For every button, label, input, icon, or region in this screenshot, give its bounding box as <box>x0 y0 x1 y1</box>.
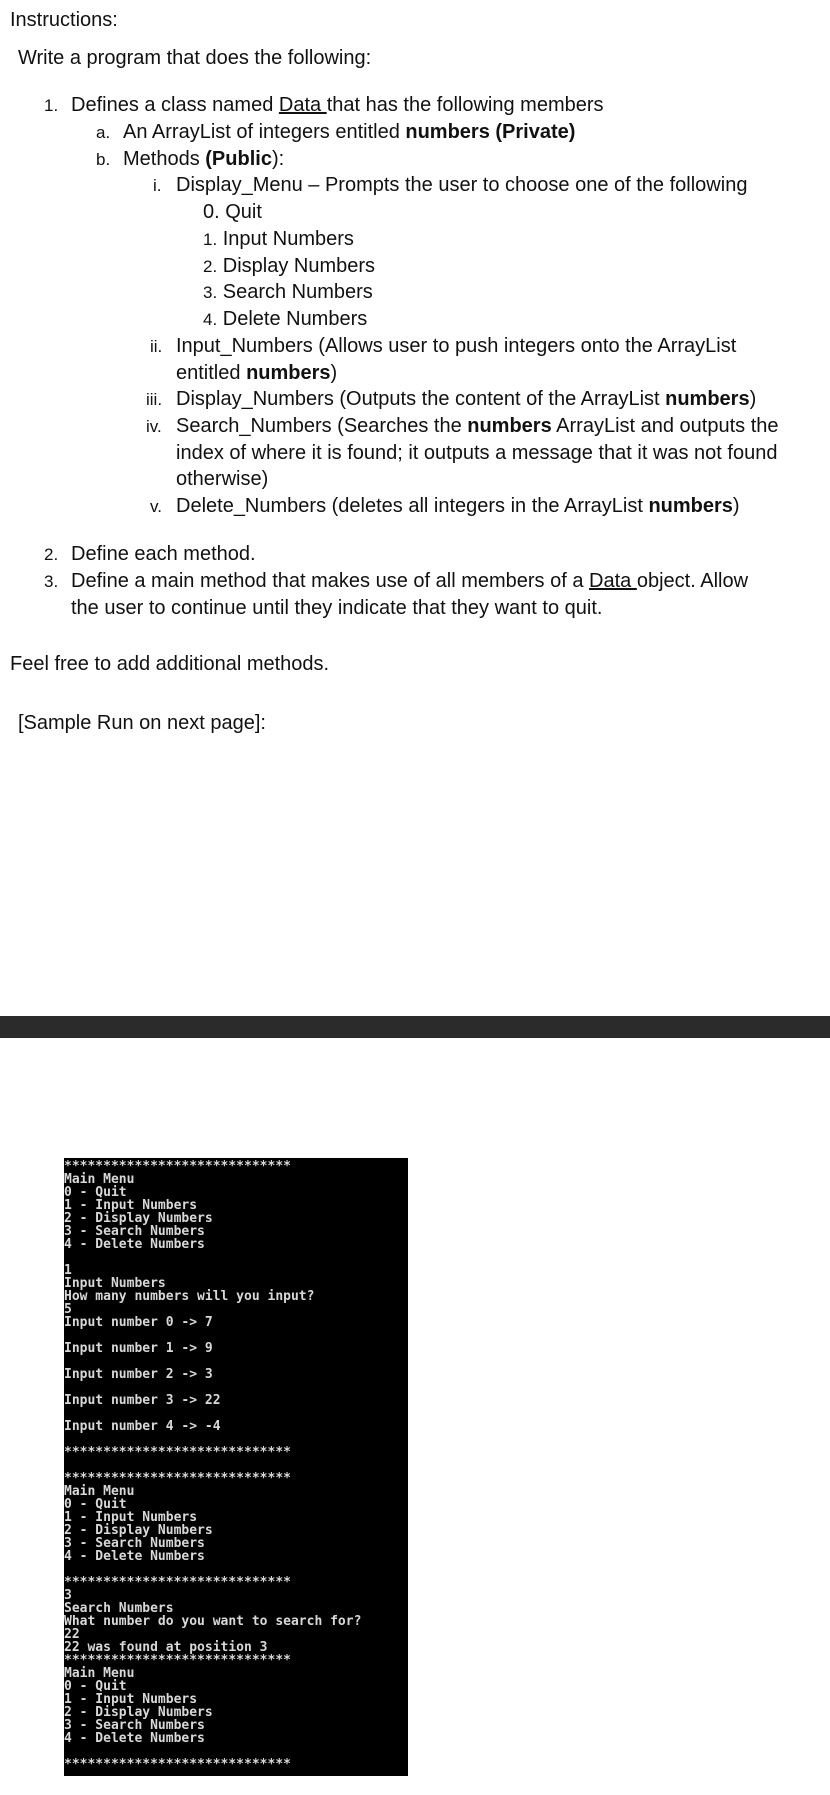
console-line: ***************************** <box>64 1445 291 1460</box>
item1-number: 1. <box>44 96 59 115</box>
console-line: Input number 1 -> 9 <box>64 1341 213 1356</box>
item2-text: Define each method. <box>71 543 256 565</box>
console-line: Input number 0 -> 7 <box>64 1315 213 1330</box>
console-line: 4 - Delete Numbers <box>64 1731 205 1746</box>
console-line: 0 - Quit <box>64 1679 127 1694</box>
item3-line2: the user to continue until they indicate that they want to quit. <box>71 597 603 619</box>
class-name-data: Data <box>278 94 327 116</box>
menu-option-delete: 4. Delete Numbers <box>203 308 368 330</box>
page-separator <box>0 1016 830 1038</box>
method-i-marker: i. <box>153 176 162 195</box>
item3-number: 3. <box>44 572 59 591</box>
method-v-marker: v. <box>150 497 162 516</box>
console-line: 1 - Input Numbers <box>64 1198 198 1213</box>
console-line: Input number 4 -> -4 <box>64 1419 221 1434</box>
method-ii-line2: entitled numbers) <box>176 362 338 384</box>
console-line: Search Numbers <box>64 1601 174 1616</box>
additional-methods-note: Feel free to add additional methods. <box>10 653 330 675</box>
console-line: 3 - Search Numbers <box>64 1718 205 1733</box>
sub-b-text: Methods (Public): <box>123 148 285 170</box>
console-line: ***************************** <box>64 1159 291 1174</box>
page-heading: Instructions: <box>10 9 118 31</box>
console-line: 3 <box>64 1588 72 1603</box>
sub-a-text: An ArrayList of integers entitled numbers (Private) <box>123 121 576 143</box>
console-line: How many numbers will you input? <box>64 1289 315 1304</box>
console-line: Input number 2 -> 3 <box>64 1367 213 1382</box>
console-line: Input number 3 -> 22 <box>64 1393 221 1408</box>
item1-text: Defines a class named Data that has the following members <box>71 94 604 116</box>
method-ii-line1: Input_Numbers (Allows user to push integers onto the ArrayList <box>176 335 737 357</box>
sub-a-marker: a. <box>96 123 111 142</box>
method-iv-line2: index of where it is found; it outputs a message that it was not found <box>176 442 778 464</box>
console-line: 1 <box>64 1263 72 1278</box>
console-line: 2 - Display Numbers <box>64 1211 213 1226</box>
console-line: 0 - Quit <box>64 1497 127 1512</box>
sample-run-note: [Sample Run on next page]: <box>18 712 266 734</box>
console-line: 2 - Display Numbers <box>64 1523 213 1538</box>
intro-text: Write a program that does the following: <box>18 47 372 69</box>
method-ii-marker: ii. <box>150 337 163 356</box>
console-line: 1 - Input Numbers <box>64 1692 198 1707</box>
console-line: 2 - Display Numbers <box>64 1705 213 1720</box>
console-line: 3 - Search Numbers <box>64 1224 205 1239</box>
console-line: Input Numbers <box>64 1276 166 1291</box>
console-line: Main Menu <box>64 1172 135 1187</box>
method-iv-line1: Search_Numbers (Searches the numbers ArrayList and outputs the <box>176 415 779 437</box>
menu-option-quit: 0. Quit <box>203 201 262 223</box>
method-v-text: Delete_Numbers (deletes all integers in the ArrayList numbers) <box>176 495 740 517</box>
console-line: 22 was found at position 3 <box>64 1640 268 1655</box>
console-line: ***************************** <box>64 1653 291 1668</box>
console-line: 0 - Quit <box>64 1185 127 1200</box>
console-line: Main Menu <box>64 1666 135 1681</box>
console-line: 22 <box>64 1627 80 1642</box>
console-line: What number do you want to search for? <box>64 1614 362 1629</box>
class-name-data: Data <box>589 570 637 592</box>
item2-number: 2. <box>44 545 59 564</box>
console-line: ***************************** <box>64 1471 291 1486</box>
sub-b-marker: b. <box>96 150 111 169</box>
console-line: 4 - Delete Numbers <box>64 1237 205 1252</box>
method-i-text: Display_Menu – Prompts the user to choose one of the following <box>176 174 748 196</box>
menu-option-search: 3. Search Numbers <box>203 281 373 303</box>
method-iv-line3: otherwise) <box>176 468 269 490</box>
console-line: 1 - Input Numbers <box>64 1510 198 1525</box>
console-line: Main Menu <box>64 1484 135 1499</box>
method-iii-text: Display_Numbers (Outputs the content of the ArrayList numbers) <box>176 388 757 410</box>
method-iii-marker: iii. <box>146 390 163 409</box>
method-iv-marker: iv. <box>146 417 162 436</box>
console-line: ***************************** <box>64 1757 291 1772</box>
console-line: 4 - Delete Numbers <box>64 1549 205 1564</box>
item3-line1: Define a main method that makes use of all members of a Data object. Allow <box>71 570 749 592</box>
console-line: 3 - Search Numbers <box>64 1536 205 1551</box>
console-line: 5 <box>64 1302 72 1317</box>
console-line: ***************************** <box>64 1575 291 1590</box>
menu-option-input: 1. Input Numbers <box>203 228 354 250</box>
console-output <box>64 1158 408 1776</box>
menu-option-display: 2. Display Numbers <box>203 255 376 277</box>
